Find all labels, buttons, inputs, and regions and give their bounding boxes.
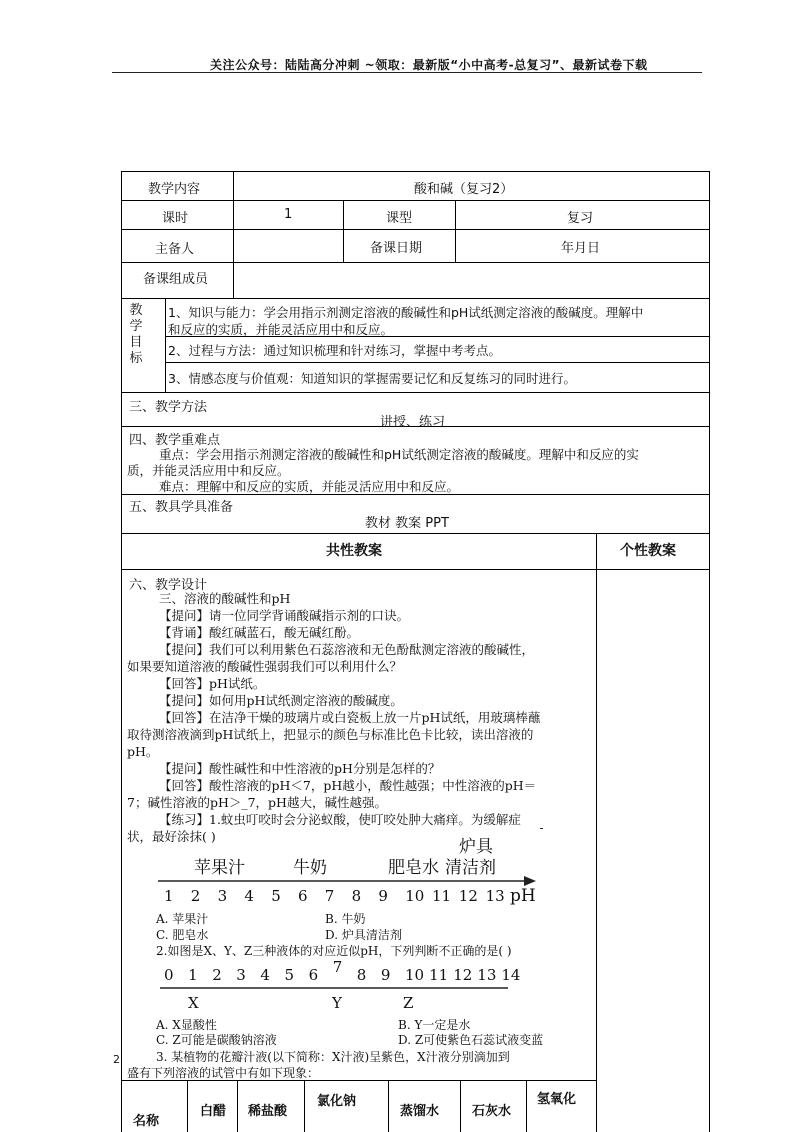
scale1-tick-3: 3	[217, 887, 228, 905]
scale1-tick-12: 12	[458, 887, 478, 905]
date-value: 年月日	[561, 241, 601, 256]
q3-table-cell: 白醋	[200, 1104, 227, 1119]
scale2-tick-8: 8	[356, 966, 367, 984]
q2-option-c: C. Z可能是碳酸钠溶液	[156, 1033, 277, 1047]
design-line: 【提问】我们可以利用紫色石蕊溶液和无色酚酞测定溶液的酸碱性，	[159, 642, 535, 657]
design-line: 【回答】酸性溶液的pH＜7，pH越小，酸性越强；中性溶液的pH＝	[159, 778, 537, 793]
scale2-tick-11: 11	[429, 966, 449, 984]
scale1-tick-9: 9	[378, 887, 388, 905]
scale1-tick-11: 11	[432, 887, 452, 905]
design-line: 【回答】pH试纸。	[159, 676, 266, 691]
q1-option-d: D. 炉具清洁剂	[325, 928, 402, 942]
goal-3: 3、情感态度与价值观：知道知识的掌握需要记忆和反复练习的同时进行。	[168, 371, 576, 386]
scale2-tick-13: 13	[477, 966, 497, 984]
personal-plan-header: 个性教案	[620, 543, 676, 559]
scale1-tick-5: 5	[271, 887, 281, 905]
q1-option-b: B. 牛奶	[325, 912, 366, 926]
q3-table-cell: 稀盐酸	[248, 1104, 288, 1119]
scale1-tick-7: 7	[324, 887, 335, 905]
method-title: 三、教学方法	[129, 400, 208, 415]
point-z: Z	[403, 994, 414, 1012]
common-plan-header: 共性教案	[326, 543, 382, 559]
scale1-label: 清洁剂	[445, 858, 496, 878]
goal-1-line-1: 1、知识与能力：学会用指示剂测定溶液的酸碱性和pH试纸测定溶液的酸碱度。理解中	[168, 305, 644, 320]
q2-option-a: A. X显酸性	[156, 1018, 217, 1032]
scale2-tick-1: 1	[188, 966, 198, 984]
design-line: 取待测溶液滴到pH试纸上，把显示的颜色与标准比色卡比较，读出溶液的	[127, 727, 534, 742]
tools-title: 五、教具学具准备	[129, 500, 234, 515]
scale2-tick-14: 14	[501, 966, 521, 984]
scale2-tick-7: 7	[332, 958, 343, 976]
scale2-tick-3: 3	[236, 966, 246, 984]
tools-value: 教材 教案 PPT	[365, 516, 449, 531]
scale2-axis	[158, 982, 518, 994]
key-line-3: 难点：理解中和反应的实质，并能灵活应用中和反应。	[159, 479, 460, 494]
design-line: 【提问】请一位同学背诵酸碱指示剂的口诀。	[159, 608, 410, 623]
goals-label: 教 学 目 标	[129, 303, 143, 366]
key-title: 四、教学重难点	[129, 433, 221, 448]
q3-table-cell: 氢氧化	[537, 1092, 577, 1107]
design-line: pH。	[127, 744, 159, 759]
q3-table-cell: 石灰水	[472, 1104, 512, 1119]
design-title: 六、教学设计	[129, 578, 208, 593]
type-label: 课型	[386, 211, 413, 226]
q1-option-c: C. 肥皂水	[156, 928, 209, 942]
date-label: 备课日期	[370, 241, 423, 256]
period-label: 课时	[162, 211, 189, 226]
scale2-tick-5: 5	[284, 966, 295, 984]
q3-line-2: 盛有下列溶液的试管中有如下现象：	[127, 1066, 320, 1080]
scale1-top-label: 炉具	[459, 837, 493, 857]
scale1-tick-2: 2	[190, 887, 201, 905]
scale1-tick-13: 13	[485, 887, 505, 905]
scale2-tick-4: 4	[260, 966, 270, 984]
design-body	[127, 590, 597, 845]
q2-option-b: B. Y一定是水	[398, 1018, 471, 1032]
scale1-unit: pH	[510, 886, 536, 906]
q3-line-1: 3. 某植物的花瓣汁液(以下简称：X汁液)呈紫色，X汁液分别滴加到	[156, 1050, 510, 1064]
scale1-label: 肥皂水	[388, 858, 439, 878]
content-value: 酸和碱（复习2）	[414, 182, 514, 197]
scale2-tick-2: 2	[212, 966, 222, 984]
q3-table-cell: 氯化钠	[317, 1094, 357, 1109]
scale1-label: 牛奶	[293, 858, 327, 878]
design-line: 【背诵】酸红碱蓝石，酸无碱红酚。	[159, 625, 360, 640]
q2-option-d: D. Z可使紫色石蕊试液变蓝	[398, 1033, 544, 1047]
scale1-tick-8: 8	[351, 887, 362, 905]
members-label: 备课组成员	[143, 272, 209, 287]
scale1-label: 苹果汁	[194, 858, 245, 878]
design-line: 【提问】酸性碱性和中性溶液的pH分别是怎样的？	[159, 761, 441, 776]
goal-2: 2、过程与方法：通过知识梳理和针对练习，掌握中考考点。	[168, 343, 501, 358]
goal-1-line-2: 和反应的实质，并能灵活应用中和反应。	[168, 322, 394, 337]
scale1-axis	[150, 870, 540, 890]
q1-option-a: A. 苹果汁	[156, 912, 209, 926]
design-line: 如果要知道溶液的酸碱性强弱我们可以利用什么？	[127, 659, 403, 674]
design-line: 7；碱性溶液的pH＞_7，pH越大，碱性越强。	[127, 795, 387, 810]
design-line: 状，最好涂抹( )	[127, 829, 216, 844]
page-number: 2	[113, 1053, 120, 1066]
q2-stem: 2.如图是X、Y、Z三种液体的对应近似pH，下列判断不正确的是( )	[156, 944, 512, 958]
scale1-tick-1: 1	[164, 887, 174, 905]
design-line: 【练习】1.蚊虫叮咬时会分泌蚁酸，使叮咬处肿大痛痒。为缓解症	[159, 812, 521, 827]
method-value: 讲授、练习	[380, 415, 446, 430]
header-rule	[112, 72, 702, 73]
design-line: 【提问】如何用pH试纸测定溶液的酸碱度。	[159, 693, 403, 708]
design-line: 【回答】在洁净干燥的玻璃片或白瓷板上放一片pH试纸，用玻璃棒蘸	[159, 710, 541, 725]
type-value: 复习	[567, 211, 594, 226]
content-label: 教学内容	[148, 182, 201, 197]
point-y: Y	[332, 994, 342, 1012]
scale2-tick-10: 10	[405, 966, 425, 984]
preparer-label: 主备人	[155, 242, 195, 257]
scale2-tick-6: 6	[308, 966, 319, 984]
scale1-tick-10: 10	[405, 887, 425, 905]
point-x: X	[188, 994, 199, 1012]
q3-table-cell: 蒸馏水	[400, 1104, 440, 1119]
design-line: 三、溶液的酸碱性和pH	[159, 591, 291, 606]
key-line-2: 质，并能灵活应用中和反应。	[127, 463, 290, 478]
q3-table-cell: 名称	[133, 1114, 160, 1129]
scale2-tick-0: 0	[164, 966, 174, 984]
scale1-tick-4: 4	[244, 887, 254, 905]
scale2-tick-12: 12	[453, 966, 473, 984]
page-header: 关注公众号：陆陆高分冲刺 ~领取：最新版“小中高考-总复习”、最新试卷下载	[210, 58, 648, 72]
period-value: 1	[284, 207, 293, 222]
scale2-tick-9: 9	[380, 966, 391, 984]
key-line-1: 重点：学会用指示剂测定溶液的酸碱性和pH试纸测定溶液的酸碱度。理解中和反应的实	[159, 447, 639, 462]
scale1-tick-6: 6	[298, 887, 308, 905]
